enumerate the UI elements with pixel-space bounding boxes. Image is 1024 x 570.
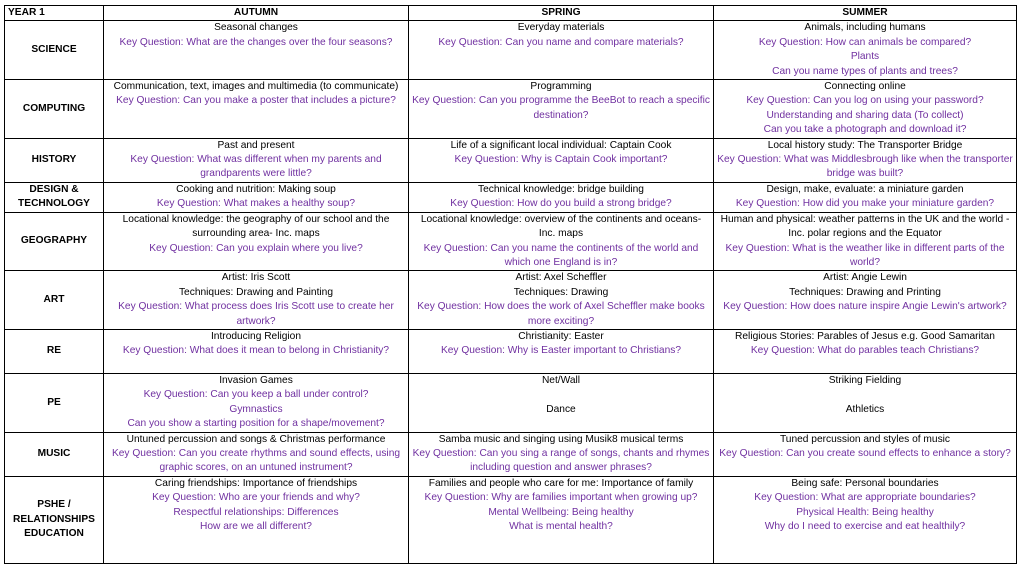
key-question-text: Can you show a starting position for a shape/movement? [127, 418, 385, 430]
term-cell-spring [409, 182, 714, 212]
subject-label: HISTORY [5, 138, 104, 182]
key-question-text: Key Question: Can you make a poster that includes a picture? [116, 95, 396, 107]
key-question-text: What is mental health? [509, 521, 613, 532]
term-cell-spring [409, 271, 714, 330]
spacer [412, 388, 710, 402]
topic-text: Religious Stories: Parables of Jesus e.g. Good Samaritan [735, 330, 995, 342]
topic-text: Local history study: The Transporter Bridge [767, 139, 963, 151]
term-cell-autumn [104, 212, 409, 271]
curriculum-table [4, 5, 1017, 564]
subject-row [5, 432, 1017, 476]
topic-text: Invasion Games [219, 374, 293, 386]
year-header: YEAR 1 [5, 6, 104, 21]
key-question-text: Can you take a photograph and download it? [763, 124, 967, 136]
topic-text: Introducing Religion [210, 330, 302, 342]
key-question-text: Key Question: What is the weather like in different parts of the world? [725, 242, 1005, 268]
key-question-text: Key Question: Can you sing a range of songs, chants and rhymes including question and answer phrases? [412, 447, 710, 474]
key-question-text: Key Question: Can you create sound effects to enhance a story? [719, 447, 1011, 459]
header-row [5, 6, 1017, 21]
topic-text: Animals, including humans [804, 22, 926, 34]
key-question-text: Key Question: Can you keep a ball under control? [143, 389, 369, 401]
term-cell-autumn [104, 271, 409, 330]
topic-text: Locational knowledge: the geography of our school and the surrounding area- Inc. maps [122, 213, 390, 240]
topic-text: Dance [546, 403, 576, 415]
key-question-text: Physical Health: Being healthy [796, 506, 934, 518]
topic-text: Techniques: Drawing and Printing [789, 286, 941, 298]
term-cell-spring [409, 21, 714, 80]
curriculum-overview [4, 5, 1016, 564]
term-cell-spring [409, 212, 714, 271]
topic-text: Artist: Angie Lewin [823, 272, 907, 284]
key-question-text: Key Question: Who are your friends and why? [152, 492, 360, 504]
topic-text: Artist: Iris Scott [221, 272, 291, 284]
term-cell-summer [714, 373, 1017, 432]
topic-text: Families and people who care for me: Importance of family [428, 477, 694, 489]
key-question-text: Understanding and sharing data (To collect) [766, 109, 964, 121]
term-cell-summer [714, 329, 1017, 373]
subject-label: RE [5, 329, 104, 373]
topic-text: Christianity: Easter [518, 330, 604, 342]
spacer [717, 388, 1013, 402]
topic-text: Life of a significant local individual: Captain Cook [450, 139, 672, 151]
key-question-text: Key Question: Can you programme the BeeBot to reach a specific destination? [412, 95, 710, 121]
topic-text: Cooking and nutrition: Making soup [176, 183, 336, 195]
subject-row [5, 212, 1017, 271]
key-question-text: Key Question: How can animals be compared? [758, 36, 972, 48]
term-cell-spring [409, 476, 714, 563]
term-cell-summer [714, 476, 1017, 563]
key-question-text: Respectful relationships: Differences [173, 506, 339, 518]
term-cell-summer [714, 182, 1017, 212]
subject-label: PE [5, 373, 104, 432]
key-question-text: Key Question: What are appropriate boundaries? [754, 492, 976, 504]
term-cell-summer [714, 138, 1017, 182]
topic-text: Techniques: Drawing [513, 286, 609, 298]
key-question-text: Key Question: What does it mean to belong in Christianity? [122, 345, 390, 357]
key-question-text: Key Question: What was Middlesbrough like when the transporter bridge was built? [717, 154, 1013, 180]
key-question-text: Key Question: What makes a healthy soup? [156, 198, 356, 210]
topic-text: Athletics [845, 403, 885, 415]
topic-text: Everyday materials [517, 22, 605, 34]
term-cell-autumn [104, 476, 409, 563]
term-cell-spring [409, 329, 714, 373]
key-question-text: Plants [850, 51, 880, 63]
term-cell-summer [714, 432, 1017, 476]
term-cell-summer [714, 21, 1017, 80]
subject-label: GEOGRAPHY [5, 212, 104, 271]
topic-text: Net/Wall [541, 374, 581, 386]
topic-text: Design, make, evaluate: a miniature garden [766, 183, 964, 195]
key-question-text: Mental Wellbeing: Being healthy [488, 506, 634, 518]
term-cell-spring [409, 373, 714, 432]
key-question-text: Gymnastics [229, 403, 283, 415]
key-question-text: Key Question: Why are families important when growing up? [424, 492, 698, 504]
key-question-text: Key Question: How do you build a strong bridge? [450, 198, 672, 210]
subject-row [5, 476, 1017, 563]
key-question-text: Can you name types of plants and trees? [772, 65, 958, 77]
term-cell-spring [409, 80, 714, 139]
term-cell-autumn [104, 21, 409, 80]
topic-text: Locational knowledge: overview of the continents and oceans- Inc. maps [420, 213, 702, 240]
term-cell-spring [409, 138, 714, 182]
subject-row [5, 80, 1017, 139]
key-question-text: Key Question: Why is Easter important to Christians? [440, 345, 682, 357]
term-header-summer: SUMMER [714, 6, 1017, 21]
curriculum-body [5, 21, 1017, 563]
key-question-text: Key Question: Can you explain where you live? [149, 242, 363, 254]
topic-text: Connecting online [824, 81, 906, 93]
term-cell-autumn [104, 373, 409, 432]
term-cell-autumn [104, 329, 409, 373]
key-question-text: How are we all different? [200, 521, 312, 532]
key-question-text: Key Question: How does nature inspire Angie Lewin's artwork? [723, 301, 1007, 313]
key-question-text: Key Question: What was different when my parents and grandparents were little? [130, 154, 382, 180]
term-cell-autumn [104, 80, 409, 139]
topic-text: Seasonal changes [214, 22, 298, 34]
subject-label: ART [5, 271, 104, 330]
key-question-text: Key Question: How does the work of Axel Scheffler make books more exciting? [417, 301, 705, 327]
subject-row [5, 373, 1017, 432]
subject-row [5, 182, 1017, 212]
topic-text: Striking Fielding [828, 374, 902, 386]
key-question-text: Key Question: Can you create rhythms and sound effects, using graphic scores, on an untuned instrument? [111, 447, 401, 474]
topic-text: Tuned percussion and styles of music [779, 433, 951, 445]
key-question-text: Key Question: Why is Captain Cook important? [454, 154, 668, 166]
term-header-autumn: AUTUMN [104, 6, 409, 21]
key-question-text: Key Question: Can you log on using your password? [746, 95, 984, 107]
topic-text: Past and present [217, 139, 295, 151]
term-cell-summer [714, 80, 1017, 139]
term-cell-autumn [104, 432, 409, 476]
key-question-text: Key Question: What are the changes over the four seasons? [119, 36, 393, 48]
subject-row [5, 21, 1017, 80]
topic-text: Techniques: Drawing and Painting [178, 286, 334, 298]
subject-row [5, 271, 1017, 330]
key-question-text: Key Question: What do parables teach Christians? [750, 345, 980, 357]
term-cell-autumn [104, 138, 409, 182]
subject-label: DESIGN & TECHNOLOGY [5, 182, 104, 212]
subject-label: COMPUTING [5, 80, 104, 139]
term-header-spring: SPRING [409, 6, 714, 21]
key-question-text: Key Question: Can you name and compare materials? [438, 36, 684, 48]
term-cell-summer [714, 212, 1017, 271]
topic-text: Caring friendships: Importance of friendships [154, 477, 358, 489]
topic-text: Communication, text, images and multimedia (to communicate) [113, 81, 399, 93]
topic-text: Being safe: Personal boundaries [791, 477, 939, 489]
topic-text: Artist: Axel Scheffler [515, 272, 607, 284]
topic-text: Human and physical: weather patterns in the UK and the world - Inc. polar regions and the Equator [720, 213, 1010, 240]
key-question-text: Key Question: How did you make your miniature garden? [735, 198, 995, 210]
subject-label: SCIENCE [5, 21, 104, 80]
topic-text: Samba music and singing using Musik8 musical terms [438, 433, 684, 445]
subject-label: PSHE / RELATIONSHIPS EDUCATION [5, 476, 104, 563]
term-cell-summer [714, 271, 1017, 330]
subject-row [5, 138, 1017, 182]
term-cell-autumn [104, 182, 409, 212]
key-question-text: Key Question: Can you name the continents of the world and which one England is in? [423, 242, 699, 268]
term-cell-spring [409, 432, 714, 476]
key-question-text: Key Question: What process does Iris Scott use to create her artwork? [118, 301, 394, 327]
subject-row [5, 329, 1017, 373]
topic-text: Untuned percussion and songs & Christmas performance [126, 433, 386, 445]
subject-label: MUSIC [5, 432, 104, 476]
topic-text: Programming [530, 81, 592, 93]
topic-text: Technical knowledge: bridge building [478, 183, 644, 195]
key-question-text: Why do I need to exercise and eat healthily? [764, 521, 966, 532]
